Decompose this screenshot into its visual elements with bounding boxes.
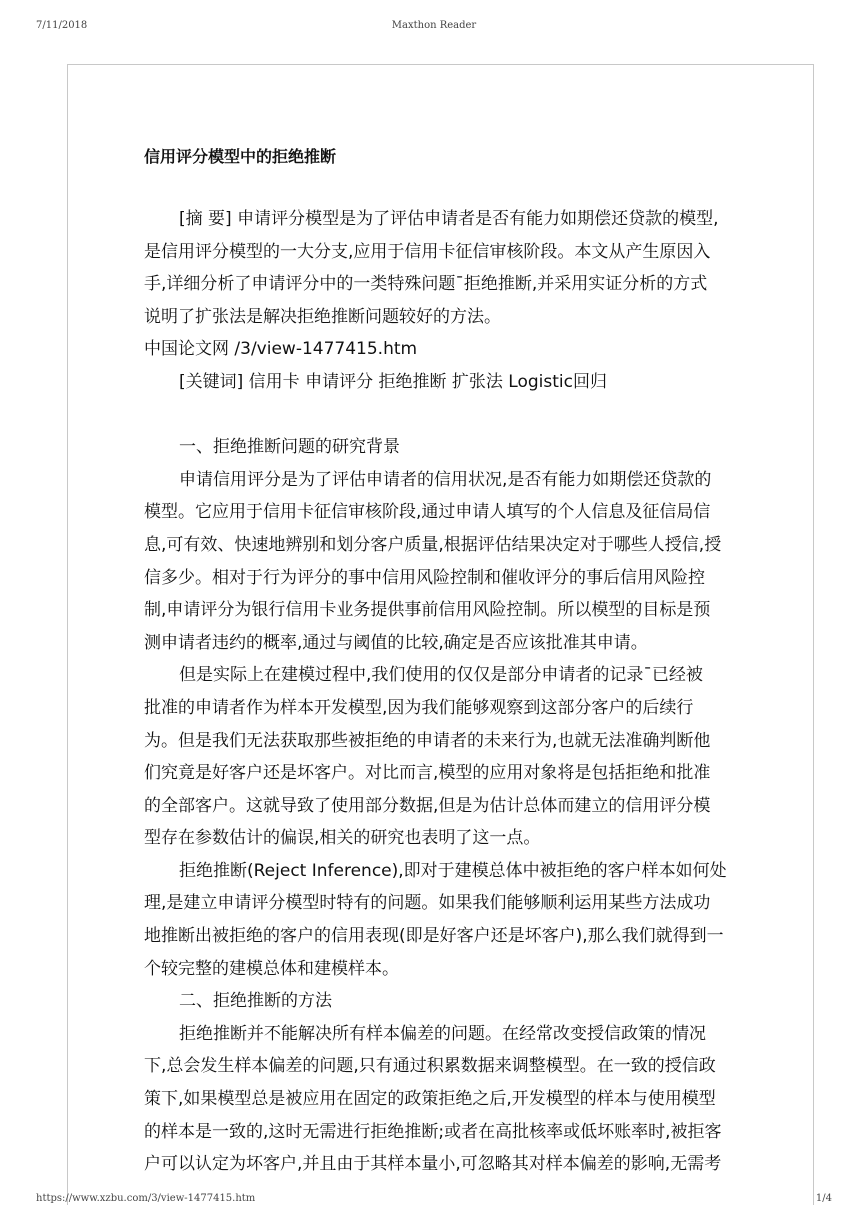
text-line: [摘 要] 申请评分模型是为了评估申请者是否有能力如期偿还贷款的模型, <box>179 209 719 229</box>
text-line: 拒绝推断并不能解决所有样本偏差的问题。在经常改变授信政策的情况 <box>179 1023 706 1044</box>
source-link-line: 中国论文网 /3/view-1477415.htm <box>144 339 418 360</box>
text-line: 理,是建立申请评分模型时特有的问题。如果我们能够顺利运用某些方法成功 <box>144 893 711 914</box>
text-line: 的样本是一致的,这时无需进行拒绝推断;或者在高批核率或低坏账率时,被拒客 <box>144 1121 722 1142</box>
section-heading: 一、拒绝推断问题的研究背景 <box>179 437 400 458</box>
text-line: 拒绝推断(Reject Inference),即对于建模总体中被拒绝的客户样本如何处 <box>179 860 727 881</box>
text-line: 批准的申请者作为样本开发模型,因为我们能够观察到这部分客户的后续行 <box>144 697 694 718</box>
print-date: 7/11/2018 <box>36 20 88 31</box>
print-page-number: 1/4 <box>815 1193 832 1204</box>
text-line: 但是实际上在建模过程中,我们使用的仅仅是部分申请者的记录¯已经被 <box>179 665 703 686</box>
text-line: 为。但是我们无法获取那些被拒绝的申请者的未来行为,也就无法准确判断他 <box>144 730 711 751</box>
print-url: https://www.xzbu.com/3/view-1477415.htm <box>36 1193 256 1204</box>
text-line: 下,总会发生样本偏差的问题,只有通过积累数据来调整模型。在一致的授信政 <box>144 1056 716 1077</box>
section-heading: 二、拒绝推断的方法 <box>179 991 332 1012</box>
keywords-line: [关键词] 信用卡 申请评分 拒绝推断 扩张法 Logistic回归 <box>179 371 607 392</box>
print-app-title: Maxthon Reader <box>391 20 477 31</box>
text-line: 户可以认定为坏客户,并且由于其样本量小,可忽略其对样本偏差的影响,无需考 <box>144 1154 722 1175</box>
reader-page <box>67 64 814 1205</box>
article-title: 信用评分模型中的拒绝推断 <box>144 147 337 166</box>
text-line: 型存在参数估计的偏误,相关的研究也表明了这一点。 <box>144 828 541 849</box>
text-line: 们究竟是好客户还是坏客户。对比而言,模型的应用对象将是包括拒绝和批准 <box>144 763 711 784</box>
text-line: 信多少。相对于行为评分的事中信用风险控制和催收评分的事后信用风险控 <box>144 567 705 588</box>
text-line: 策下,如果模型总是被应用在固定的政策拒绝之后,开发模型的样本与使用模型 <box>144 1089 716 1110</box>
article-body <box>144 203 740 1181</box>
text-line: 地推断出被拒绝的客户的信用表现(即是好客户还是坏客户),那么我们就得到一 <box>144 926 724 947</box>
text-line: 息,可有效、快速地辨别和划分客户质量,根据评估结果决定对于哪些人授信,授 <box>144 534 722 555</box>
text-line: 个较完整的建模总体和建模样本。 <box>144 958 399 979</box>
text-line: 模型。它应用于信用卡征信审核阶段,通过申请人填写的个人信息及征信局信 <box>144 502 711 523</box>
blank-line <box>144 399 740 432</box>
text-line: 手,详细分析了申请评分中的一类特殊问题¯拒绝推断,并采用实证分析的方式 <box>144 274 708 295</box>
text-line: 申请信用评分是为了评估申请者的信用状况,是否有能力如期偿还贷款的 <box>179 469 712 490</box>
text-line: 的全部客户。这就导致了使用部分数据,但是为估计总体而建立的信用评分模 <box>144 795 711 816</box>
text-line: 是信用评分模型的一大分支,应用于信用卡征信审核阶段。本文从产生原因入 <box>144 241 711 262</box>
text-line: 测申请者违约的概率,通过与阈值的比较,确定是否应该批准其申请。 <box>144 632 648 653</box>
text-line: 制,申请评分为银行信用卡业务提供事前信用风险控制。所以模型的目标是预 <box>144 600 711 621</box>
text-line: 说明了扩张法是解决拒绝推断问题较好的方法。 <box>144 306 501 327</box>
